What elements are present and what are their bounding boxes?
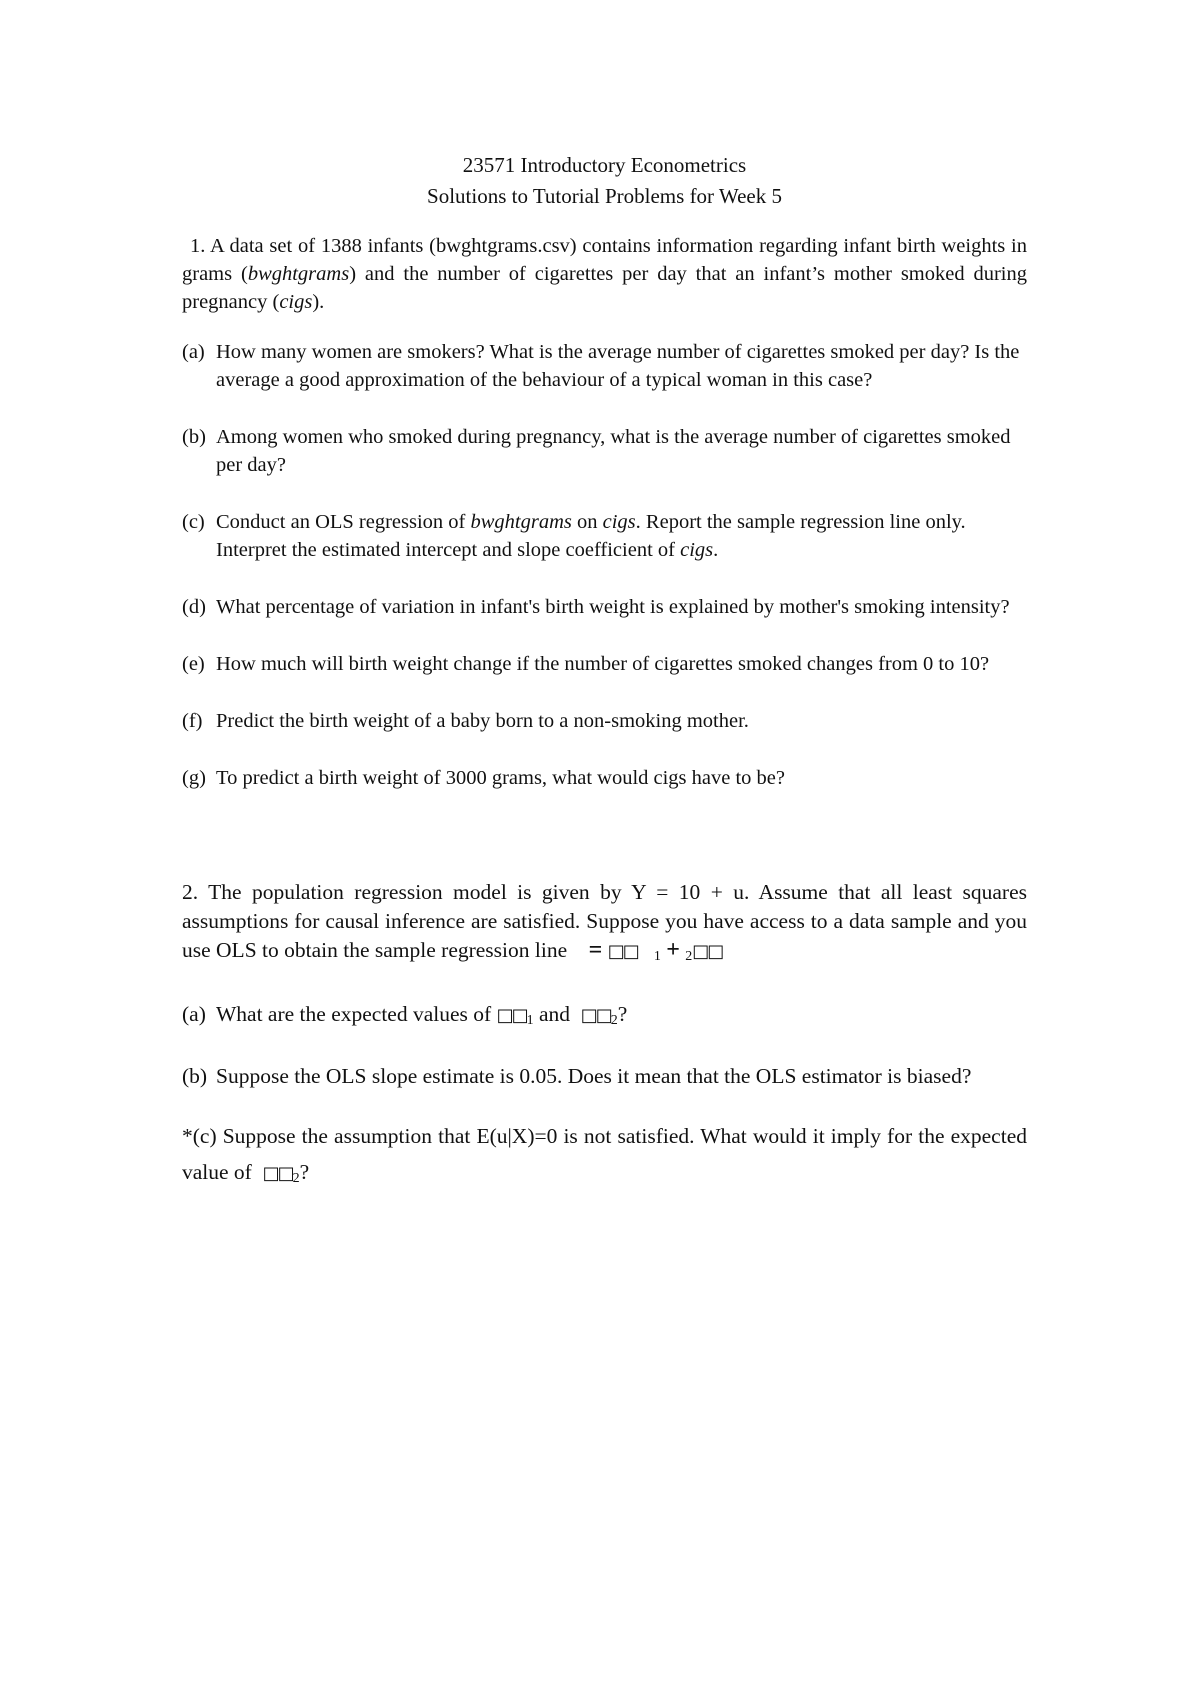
q1a-text: How many women are smokers? What is the average number of cigarettes smoked per day? Is the average a good approximation of the behaviour of a typical woman in this case? bbox=[216, 341, 1020, 391]
document-page bbox=[182, 150, 1027, 1197]
q1c-var-cigs: cigs bbox=[602, 511, 636, 533]
q2a-text bbox=[216, 1000, 1027, 1035]
q1e-text: How much will birth weight change if the number of cigarettes smoked changes from 0 to 10? bbox=[216, 653, 990, 675]
question-1g bbox=[182, 764, 1027, 792]
q1f-text: Predict the birth weight of a baby born to a non-smoking mother. bbox=[216, 710, 749, 732]
question-1f bbox=[182, 707, 1027, 735]
q1e-label: (e) bbox=[182, 653, 205, 675]
q2a-end: ? bbox=[617, 1002, 628, 1026]
document-subtitle: Solutions to Tutorial Problems for Week 5 bbox=[427, 184, 782, 208]
q1c-mid1: on bbox=[571, 511, 603, 533]
q2b-label: (b) bbox=[182, 1064, 208, 1088]
equation-missing-glyph-1: □□ bbox=[607, 941, 638, 962]
q1b-label: (b) bbox=[182, 426, 206, 448]
equation-plus: + bbox=[666, 937, 680, 963]
q1f-label: (f) bbox=[182, 710, 203, 732]
q2b-text: Suppose the OLS slope estimate is 0.05. Does it mean that the OLS estimator is biased? bbox=[216, 1064, 972, 1088]
question-2a bbox=[182, 1000, 1027, 1035]
q1c-pre: Conduct an OLS regression of bbox=[216, 511, 471, 533]
question-1d bbox=[182, 593, 1027, 621]
equation-subscript-1: 1 bbox=[653, 949, 661, 964]
q2c-missing-glyph: □□ bbox=[262, 1163, 293, 1184]
q1c-label: (c) bbox=[182, 511, 205, 533]
q1-var-bwghtgrams: bwghtgrams bbox=[247, 263, 350, 285]
q2c-end: ? bbox=[299, 1160, 310, 1184]
q2-intro-text: 2. The population regression model is given by Y = 10 + u. Assume that all least squares assumptions for causal inference are satisfied. Suppose you have access to a data sample and you use OLS to obtain the sample regression line bbox=[182, 880, 1027, 962]
equation-subscript-2: 2 bbox=[685, 949, 693, 964]
q1b-text: Among women who smoked during pregnancy, what is the average number of cigarettes smoked per day? bbox=[216, 426, 1011, 476]
q2a-missing-glyph-2: □□ bbox=[580, 1005, 611, 1026]
q2a-subscript-1: 1 bbox=[526, 1013, 534, 1028]
q1d-text: What percentage of variation in infant's birth weight is explained by mother's smoking intensity? bbox=[216, 596, 1010, 618]
q1-intro-pre: 1. A data set of 1388 infants (bwghtgrams.csv) contains information regarding infant birth weights in grams ( bbox=[182, 235, 1027, 285]
q2a-subscript-2: 2 bbox=[610, 1013, 618, 1028]
title-block bbox=[182, 150, 1027, 212]
question-2b bbox=[182, 1062, 1027, 1091]
q1-var-cigs: cigs bbox=[279, 291, 313, 313]
q1d-label: (d) bbox=[182, 596, 206, 618]
q1g-text: To predict a birth weight of 3000 grams, what would cigs have to be? bbox=[216, 767, 786, 789]
q1-intro-end: ). bbox=[312, 291, 325, 313]
q1c-text bbox=[216, 508, 1027, 564]
q2a-pre: What are the expected values of bbox=[216, 1002, 497, 1026]
q1c-end: . bbox=[713, 539, 719, 561]
q1a-label: (a) bbox=[182, 341, 205, 363]
question-1b bbox=[182, 423, 1027, 479]
question-2-intro bbox=[182, 878, 1027, 971]
course-title: 23571 Introductory Econometrics bbox=[462, 153, 747, 177]
q1c-var-bwghtgrams: bwghtgrams bbox=[470, 511, 572, 533]
equation-equals: = bbox=[588, 937, 603, 963]
q1c-var-cigs-2: cigs bbox=[680, 539, 714, 561]
q2a-missing-glyph-1: □□ bbox=[496, 1005, 527, 1026]
q2a-label: (a) bbox=[182, 1002, 206, 1026]
equation-missing-glyph-2: □□ bbox=[692, 941, 723, 962]
question-1a bbox=[182, 338, 1027, 394]
question-1c bbox=[182, 508, 1027, 564]
q1c-mid2: . Report the sample regression line only. Interpret the estimated intercept and slope coefficient of bbox=[216, 511, 966, 561]
q2a-mid: and bbox=[533, 1002, 576, 1026]
q1g-label: (g) bbox=[182, 767, 206, 789]
q1-intro-mid: ) and the number of cigarettes per day that an infant’s mother smoked during pregnancy ( bbox=[182, 263, 1027, 313]
question-1-intro bbox=[182, 232, 1027, 316]
q2c-subscript: 2 bbox=[292, 1171, 300, 1186]
q2c-text: *(c) Suppose the assumption that E(u|X)=0 is not satisfied. What would it imply for the expected value of bbox=[182, 1124, 1027, 1184]
question-1e bbox=[182, 650, 1027, 678]
question-2c bbox=[182, 1118, 1027, 1197]
question-2 bbox=[182, 878, 1027, 1197]
